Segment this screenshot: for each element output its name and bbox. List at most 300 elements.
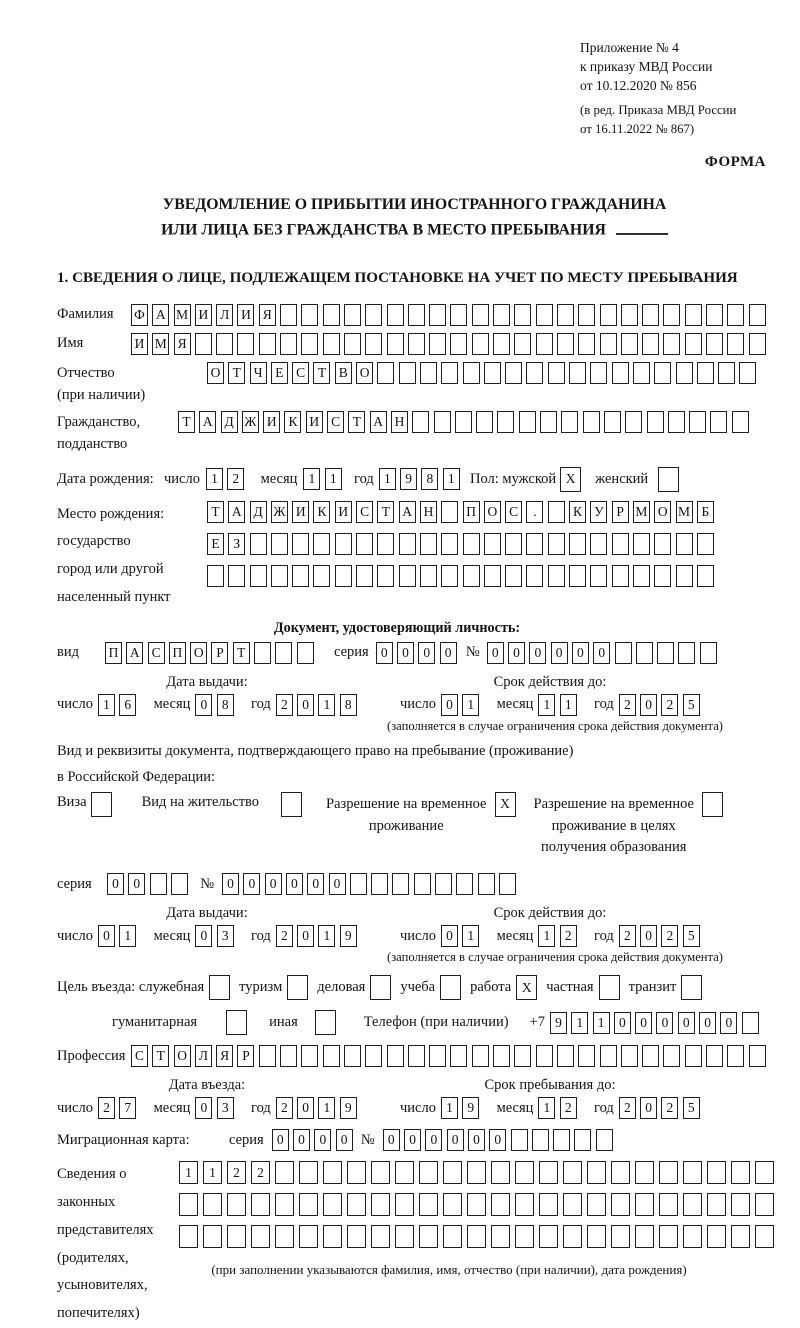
char-cell[interactable] [663, 304, 680, 326]
char-cell[interactable] [370, 975, 391, 1000]
char-cell[interactable] [414, 873, 431, 895]
char-cell[interactable] [387, 1045, 404, 1067]
char-cell[interactable] [335, 533, 352, 555]
char-cell[interactable] [441, 362, 458, 384]
char-cell[interactable]: Д [250, 501, 267, 523]
char-cell[interactable] [727, 304, 744, 326]
char-cell[interactable] [227, 1225, 246, 1248]
char-cell[interactable] [91, 792, 112, 817]
char-cell[interactable] [209, 975, 230, 1000]
char-cell[interactable] [226, 1010, 247, 1035]
char-cell[interactable]: Ж [271, 501, 288, 523]
char-cell[interactable]: Я [174, 333, 191, 355]
char-cell[interactable]: 0 [487, 642, 504, 664]
char-cell[interactable]: 1 [538, 694, 555, 716]
char-cell[interactable]: Л [216, 304, 233, 326]
char-cell[interactable] [569, 565, 586, 587]
char-cell[interactable] [515, 1193, 534, 1216]
char-cell[interactable] [590, 533, 607, 555]
patronymic-cells[interactable] [207, 362, 761, 384]
purpose-humanitarian-checkbox[interactable] [226, 1010, 247, 1035]
char-cell[interactable]: 0 [441, 694, 458, 716]
char-cell[interactable]: В [335, 362, 352, 384]
char-cell[interactable] [611, 1193, 630, 1216]
char-cell[interactable] [429, 304, 446, 326]
char-cell[interactable]: 0 [404, 1129, 421, 1151]
char-cell[interactable] [420, 565, 437, 587]
char-cell[interactable] [347, 1225, 366, 1248]
char-cell[interactable]: 0 [297, 694, 314, 716]
char-cell[interactable] [553, 1129, 570, 1151]
char-cell[interactable] [561, 411, 578, 433]
char-cell[interactable] [718, 362, 735, 384]
char-cell[interactable] [563, 1193, 582, 1216]
char-cell[interactable]: 2 [560, 925, 577, 947]
char-cell[interactable]: У [590, 501, 607, 523]
res-valid-month-cells[interactable] [538, 925, 581, 947]
char-cell[interactable] [658, 467, 679, 492]
char-cell[interactable] [642, 1045, 659, 1067]
char-cell[interactable] [587, 1225, 606, 1248]
char-cell[interactable] [216, 333, 233, 355]
entry-month-cells[interactable] [195, 1097, 238, 1119]
char-cell[interactable] [583, 411, 600, 433]
char-cell[interactable] [323, 1161, 342, 1184]
stay-month-cells[interactable] [538, 1097, 581, 1119]
char-cell[interactable] [371, 873, 388, 895]
char-cell[interactable]: 0 [243, 873, 260, 895]
char-cell[interactable] [706, 1045, 723, 1067]
char-cell[interactable]: 2 [251, 1161, 270, 1184]
char-cell[interactable] [668, 411, 685, 433]
char-cell[interactable]: Н [391, 411, 408, 433]
char-cell[interactable] [467, 1225, 486, 1248]
representatives-row1-cells[interactable] [179, 1161, 779, 1184]
char-cell[interactable] [207, 565, 224, 587]
char-cell[interactable]: 1 [538, 1097, 555, 1119]
char-cell[interactable]: Е [271, 362, 288, 384]
char-cell[interactable]: 1 [593, 1012, 610, 1034]
char-cell[interactable]: Т [313, 362, 330, 384]
char-cell[interactable]: 0 [329, 873, 346, 895]
char-cell[interactable] [299, 1161, 318, 1184]
purpose-transit-checkbox[interactable] [681, 975, 702, 1000]
char-cell[interactable] [179, 1225, 198, 1248]
char-cell[interactable]: 1 [443, 468, 460, 490]
char-cell[interactable] [484, 533, 501, 555]
char-cell[interactable]: . [526, 501, 543, 523]
char-cell[interactable]: 1 [206, 468, 223, 490]
char-cell[interactable] [419, 1225, 438, 1248]
char-cell[interactable] [499, 873, 516, 895]
char-cell[interactable]: Д [221, 411, 238, 433]
char-cell[interactable]: А [126, 642, 143, 664]
purpose-business-checkbox[interactable] [370, 975, 391, 1000]
char-cell[interactable]: К [313, 501, 330, 523]
char-cell[interactable]: 2 [276, 694, 293, 716]
char-cell[interactable] [450, 333, 467, 355]
char-cell[interactable] [399, 362, 416, 384]
char-cell[interactable] [250, 565, 267, 587]
char-cell[interactable] [732, 411, 749, 433]
char-cell[interactable]: Т [348, 411, 365, 433]
char-cell[interactable] [657, 642, 674, 664]
char-cell[interactable]: 2 [661, 694, 678, 716]
char-cell[interactable] [280, 333, 297, 355]
char-cell[interactable]: 0 [678, 1012, 695, 1034]
res-number-cells[interactable] [222, 873, 520, 895]
char-cell[interactable] [251, 1193, 270, 1216]
char-cell[interactable]: Р [211, 642, 228, 664]
id-valid-month-cells[interactable] [538, 694, 581, 716]
char-cell[interactable] [635, 1225, 654, 1248]
purpose-official-checkbox[interactable] [209, 975, 230, 1000]
char-cell[interactable]: 2 [227, 1161, 246, 1184]
res-series-cells[interactable] [107, 873, 192, 895]
char-cell[interactable]: М [676, 501, 693, 523]
purpose-study-checkbox[interactable] [440, 975, 461, 1000]
char-cell[interactable] [287, 975, 308, 1000]
char-cell[interactable] [408, 1045, 425, 1067]
char-cell[interactable] [633, 533, 650, 555]
char-cell[interactable]: 0 [508, 642, 525, 664]
char-cell[interactable] [493, 304, 510, 326]
char-cell[interactable] [456, 873, 473, 895]
char-cell[interactable] [399, 533, 416, 555]
char-cell[interactable] [706, 304, 723, 326]
profession-cells[interactable] [131, 1045, 770, 1067]
char-cell[interactable] [450, 1045, 467, 1067]
char-cell[interactable] [663, 333, 680, 355]
char-cell[interactable] [611, 1161, 630, 1184]
edu-permit-checkbox[interactable] [702, 792, 723, 817]
char-cell[interactable] [434, 411, 451, 433]
char-cell[interactable] [659, 1193, 678, 1216]
char-cell[interactable]: 9 [400, 468, 417, 490]
char-cell[interactable]: Ф [131, 304, 148, 326]
char-cell[interactable]: 1 [318, 925, 335, 947]
char-cell[interactable]: 1 [560, 694, 577, 716]
char-cell[interactable]: 0 [222, 873, 239, 895]
char-cell[interactable] [683, 1225, 702, 1248]
char-cell[interactable]: 0 [614, 1012, 631, 1034]
purpose-other-checkbox[interactable] [315, 1010, 336, 1035]
res-issue-day-cells[interactable] [98, 925, 141, 947]
char-cell[interactable] [408, 333, 425, 355]
char-cell[interactable] [228, 565, 245, 587]
char-cell[interactable] [511, 1129, 528, 1151]
char-cell[interactable]: А [228, 501, 245, 523]
char-cell[interactable]: 5 [683, 694, 700, 716]
char-cell[interactable] [563, 1225, 582, 1248]
char-cell[interactable]: 2 [661, 925, 678, 947]
char-cell[interactable]: М [174, 304, 191, 326]
char-cell[interactable] [707, 1225, 726, 1248]
char-cell[interactable] [621, 304, 638, 326]
char-cell[interactable] [472, 333, 489, 355]
char-cell[interactable]: 1 [571, 1012, 588, 1034]
birth-month-cells[interactable] [303, 468, 346, 490]
char-cell[interactable]: 0 [640, 925, 657, 947]
char-cell[interactable] [706, 333, 723, 355]
char-cell[interactable]: О [174, 1045, 191, 1067]
char-cell[interactable] [271, 565, 288, 587]
char-cell[interactable] [659, 1225, 678, 1248]
char-cell[interactable]: 0 [447, 1129, 464, 1151]
char-cell[interactable] [578, 333, 595, 355]
char-cell[interactable] [700, 642, 717, 664]
char-cell[interactable] [611, 1225, 630, 1248]
char-cell[interactable]: 0 [425, 1129, 442, 1151]
char-cell[interactable] [463, 533, 480, 555]
entry-day-cells[interactable] [98, 1097, 141, 1119]
char-cell[interactable] [292, 565, 309, 587]
mig-series-cells[interactable] [272, 1129, 357, 1151]
char-cell[interactable] [647, 411, 664, 433]
char-cell[interactable] [587, 1161, 606, 1184]
char-cell[interactable]: 1 [203, 1161, 222, 1184]
char-cell[interactable] [505, 362, 522, 384]
char-cell[interactable] [731, 1193, 750, 1216]
char-cell[interactable] [441, 501, 458, 523]
char-cell[interactable] [557, 304, 574, 326]
char-cell[interactable]: М [633, 501, 650, 523]
char-cell[interactable]: 0 [440, 642, 457, 664]
char-cell[interactable] [344, 1045, 361, 1067]
char-cell[interactable]: 0 [195, 925, 212, 947]
char-cell[interactable] [557, 1045, 574, 1067]
char-cell[interactable] [313, 565, 330, 587]
char-cell[interactable] [419, 1161, 438, 1184]
char-cell[interactable] [548, 362, 565, 384]
birth-year-cells[interactable] [379, 468, 464, 490]
char-cell[interactable] [441, 565, 458, 587]
char-cell[interactable]: И [335, 501, 352, 523]
char-cell[interactable] [395, 1161, 414, 1184]
char-cell[interactable]: М [152, 333, 169, 355]
char-cell[interactable]: 7 [119, 1097, 136, 1119]
char-cell[interactable] [443, 1193, 462, 1216]
surname-cells[interactable] [131, 304, 770, 326]
char-cell[interactable]: 0 [593, 642, 610, 664]
char-cell[interactable]: X [516, 975, 537, 1000]
char-cell[interactable] [642, 333, 659, 355]
id-valid-year-cells[interactable] [619, 694, 704, 716]
char-cell[interactable]: 1 [538, 925, 555, 947]
char-cell[interactable] [484, 362, 501, 384]
char-cell[interactable] [301, 333, 318, 355]
char-cell[interactable]: 6 [119, 694, 136, 716]
char-cell[interactable] [441, 533, 458, 555]
char-cell[interactable] [450, 304, 467, 326]
char-cell[interactable]: 5 [683, 925, 700, 947]
char-cell[interactable] [569, 362, 586, 384]
char-cell[interactable]: 0 [297, 925, 314, 947]
char-cell[interactable]: 0 [336, 1129, 353, 1151]
char-cell[interactable] [536, 333, 553, 355]
char-cell[interactable] [636, 642, 653, 664]
doc-number-cells[interactable] [487, 642, 721, 664]
char-cell[interactable] [514, 304, 531, 326]
char-cell[interactable] [493, 1045, 510, 1067]
char-cell[interactable] [203, 1225, 222, 1248]
char-cell[interactable] [365, 304, 382, 326]
char-cell[interactable] [654, 565, 671, 587]
char-cell[interactable] [697, 533, 714, 555]
char-cell[interactable] [676, 533, 693, 555]
char-cell[interactable] [526, 565, 543, 587]
char-cell[interactable]: П [169, 642, 186, 664]
char-cell[interactable] [532, 1129, 549, 1151]
char-cell[interactable] [377, 533, 394, 555]
char-cell[interactable]: 0 [307, 873, 324, 895]
char-cell[interactable]: 9 [340, 1097, 357, 1119]
char-cell[interactable] [683, 1193, 702, 1216]
char-cell[interactable]: О [484, 501, 501, 523]
char-cell[interactable] [707, 1193, 726, 1216]
char-cell[interactable] [689, 411, 706, 433]
char-cell[interactable] [259, 333, 276, 355]
char-cell[interactable]: 8 [217, 694, 234, 716]
char-cell[interactable]: З [228, 533, 245, 555]
char-cell[interactable]: Н [420, 501, 437, 523]
char-cell[interactable]: 1 [325, 468, 342, 490]
char-cell[interactable]: 0 [640, 1097, 657, 1119]
char-cell[interactable]: 0 [572, 642, 589, 664]
char-cell[interactable] [731, 1225, 750, 1248]
char-cell[interactable] [739, 362, 756, 384]
char-cell[interactable]: 0 [128, 873, 145, 895]
doc-series-cells[interactable] [376, 642, 461, 664]
char-cell[interactable] [526, 533, 543, 555]
birth-day-cells[interactable] [206, 468, 249, 490]
phone-cells[interactable] [550, 1012, 763, 1034]
char-cell[interactable]: 2 [619, 694, 636, 716]
char-cell[interactable]: X [560, 467, 581, 492]
char-cell[interactable]: С [327, 411, 344, 433]
char-cell[interactable] [467, 1161, 486, 1184]
char-cell[interactable]: Ч [250, 362, 267, 384]
char-cell[interactable]: 0 [418, 642, 435, 664]
char-cell[interactable] [505, 533, 522, 555]
char-cell[interactable] [254, 642, 271, 664]
char-cell[interactable] [335, 565, 352, 587]
char-cell[interactable] [429, 333, 446, 355]
char-cell[interactable] [365, 1045, 382, 1067]
char-cell[interactable] [171, 873, 188, 895]
char-cell[interactable] [697, 362, 714, 384]
char-cell[interactable] [590, 362, 607, 384]
char-cell[interactable]: П [463, 501, 480, 523]
char-cell[interactable] [275, 1193, 294, 1216]
char-cell[interactable]: 0 [376, 642, 393, 664]
char-cell[interactable] [356, 565, 373, 587]
char-cell[interactable]: 1 [441, 1097, 458, 1119]
char-cell[interactable]: П [105, 642, 122, 664]
char-cell[interactable] [600, 304, 617, 326]
char-cell[interactable]: И [263, 411, 280, 433]
stay-year-cells[interactable] [619, 1097, 704, 1119]
char-cell[interactable]: 0 [640, 694, 657, 716]
sex-male-checkbox[interactable] [560, 467, 581, 492]
id-issue-year-cells[interactable] [276, 694, 361, 716]
char-cell[interactable] [727, 1045, 744, 1067]
char-cell[interactable] [612, 533, 629, 555]
char-cell[interactable] [755, 1193, 774, 1216]
char-cell[interactable] [280, 304, 297, 326]
char-cell[interactable] [526, 362, 543, 384]
char-cell[interactable] [678, 642, 695, 664]
char-cell[interactable]: Т [152, 1045, 169, 1067]
char-cell[interactable]: Т [233, 642, 250, 664]
char-cell[interactable]: Т [228, 362, 245, 384]
char-cell[interactable]: 0 [272, 1129, 289, 1151]
char-cell[interactable] [633, 565, 650, 587]
char-cell[interactable] [621, 333, 638, 355]
char-cell[interactable] [683, 1161, 702, 1184]
char-cell[interactable]: 0 [551, 642, 568, 664]
char-cell[interactable] [612, 565, 629, 587]
char-cell[interactable] [635, 1161, 654, 1184]
char-cell[interactable] [612, 362, 629, 384]
char-cell[interactable]: 2 [276, 925, 293, 947]
char-cell[interactable]: 0 [383, 1129, 400, 1151]
char-cell[interactable]: О [654, 501, 671, 523]
residence-permit-checkbox[interactable] [281, 792, 302, 817]
char-cell[interactable] [251, 1225, 270, 1248]
char-cell[interactable]: 0 [529, 642, 546, 664]
char-cell[interactable] [399, 565, 416, 587]
name-cells[interactable] [131, 333, 770, 355]
char-cell[interactable] [203, 1193, 222, 1216]
char-cell[interactable]: О [207, 362, 224, 384]
char-cell[interactable] [574, 1129, 591, 1151]
char-cell[interactable] [356, 533, 373, 555]
char-cell[interactable] [548, 501, 565, 523]
char-cell[interactable]: Л [195, 1045, 212, 1067]
visa-checkbox[interactable] [91, 792, 112, 817]
char-cell[interactable] [563, 1161, 582, 1184]
char-cell[interactable] [536, 1045, 553, 1067]
char-cell[interactable] [395, 1193, 414, 1216]
res-valid-year-cells[interactable] [619, 925, 704, 947]
char-cell[interactable] [702, 792, 723, 817]
char-cell[interactable] [299, 1225, 318, 1248]
char-cell[interactable] [676, 362, 693, 384]
char-cell[interactable]: К [284, 411, 301, 433]
char-cell[interactable] [435, 873, 452, 895]
res-issue-month-cells[interactable] [195, 925, 238, 947]
char-cell[interactable] [742, 1012, 759, 1034]
char-cell[interactable]: 0 [489, 1129, 506, 1151]
char-cell[interactable] [472, 1045, 489, 1067]
char-cell[interactable] [323, 333, 340, 355]
char-cell[interactable] [484, 565, 501, 587]
char-cell[interactable] [491, 1161, 510, 1184]
char-cell[interactable]: С [505, 501, 522, 523]
char-cell[interactable]: 1 [179, 1161, 198, 1184]
char-cell[interactable] [604, 411, 621, 433]
char-cell[interactable] [596, 1129, 613, 1151]
char-cell[interactable]: 1 [462, 694, 479, 716]
char-cell[interactable] [707, 1161, 726, 1184]
char-cell[interactable]: X [495, 792, 516, 817]
char-cell[interactable]: 1 [119, 925, 136, 947]
char-cell[interactable] [578, 1045, 595, 1067]
char-cell[interactable] [569, 533, 586, 555]
char-cell[interactable] [365, 333, 382, 355]
char-cell[interactable] [371, 1161, 390, 1184]
